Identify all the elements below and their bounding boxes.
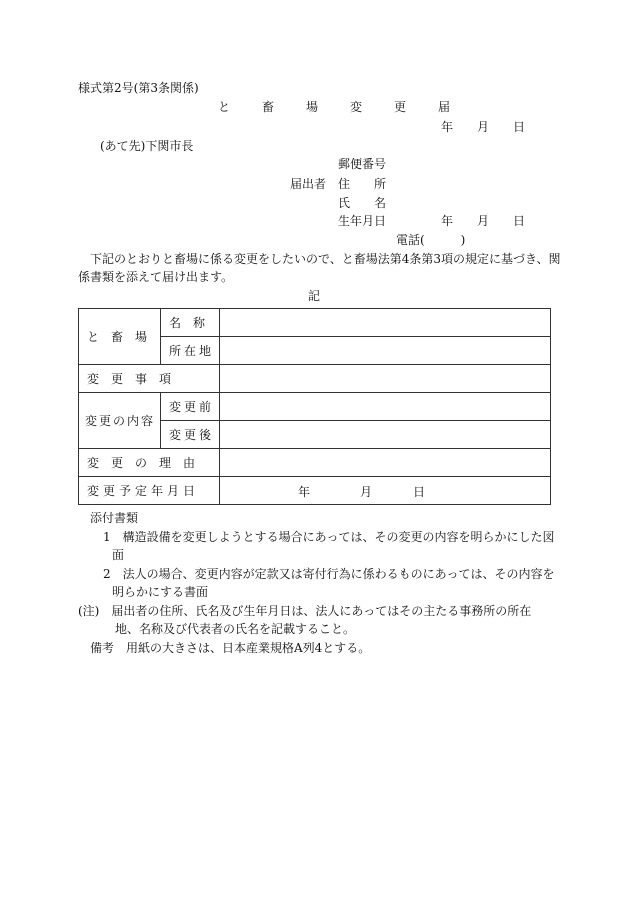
note-line-2: 地、名称及び代表者の氏名を記載すること。 (115, 622, 356, 636)
slaughterhouse-label: と 畜 場 (87, 330, 148, 344)
scheduled-month-label: 月 (360, 485, 373, 499)
location-header-cell (161, 337, 220, 365)
attachment-item-1-line-2: 面 (112, 548, 125, 562)
ki-heading: 記 (308, 289, 321, 303)
form-number: 様式第2号(第3条関係) (78, 81, 199, 95)
scheduled-year-label: 年 (298, 485, 311, 499)
change-reason-label: 変 更 の 理 由 (87, 456, 196, 470)
phone-label: 電話( ) (396, 233, 466, 247)
change-content-cell (79, 393, 161, 449)
attachment-item-1-line-1: 1 構造設備を変更しようとする場合にあっては、その変更の内容を明らかにした図 (103, 530, 555, 544)
note-line-1: (注) 届出者の住所、氏名及び生年月日は、法人にあってはその主たる事務所の所在 (78, 604, 532, 618)
before-change-label: 変更前 (169, 400, 215, 414)
document-title: と 畜 場 変 更 届 (218, 100, 461, 114)
submission-date: 年 月 日 (441, 120, 526, 134)
slaughterhouse-cell (79, 309, 161, 365)
change-content-label: 変更の内容 (85, 414, 156, 428)
birth-date-label: 生年月日 (338, 214, 387, 228)
intro-text-line-1: 下記のとおりと畜場に係る変更をしたいので、と畜場法第4条第3項の規定に基づき、関 (90, 252, 561, 266)
facility-location-value[interactable] (220, 337, 551, 365)
name-header-cell (161, 309, 220, 337)
reason-header (79, 449, 220, 477)
facility-name-value[interactable] (220, 309, 551, 337)
attachments-heading: 添付書類 (90, 511, 139, 525)
change-details-table (78, 308, 551, 505)
before-header-cell (161, 393, 220, 421)
before-change-value[interactable] (220, 393, 551, 421)
scheduled-date-label: 変更予定年月日 (87, 484, 200, 498)
change-matter-header (79, 365, 220, 393)
postal-code-label: 郵便番号 (338, 157, 387, 171)
change-reason-value[interactable] (220, 449, 551, 477)
after-header-cell (161, 421, 220, 449)
address-label: 住 所 (338, 177, 387, 191)
change-matter-label: 変 更 事 項 (87, 372, 172, 386)
after-change-label: 変更後 (169, 428, 215, 442)
facility-location-label: 所在地 (169, 344, 215, 358)
name-label: 氏 名 (338, 196, 387, 210)
change-matter-value[interactable] (220, 365, 551, 393)
facility-name-label: 名 称 (169, 316, 206, 330)
scheduled-date-header (79, 477, 220, 505)
attachment-item-2-line-1: 2 法人の場合、変更内容が定款又は寄付行為に係わるものにあっては、その内容を (103, 567, 555, 581)
attachment-item-2-line-2: 明らかにする書面 (112, 585, 209, 599)
after-change-value[interactable] (220, 421, 551, 449)
scheduled-date-value[interactable] (220, 477, 551, 505)
scheduled-day-label: 日 (413, 485, 426, 499)
remark: 備考 用紙の大きさは、日本産業規格A列4とする。 (90, 641, 371, 655)
birth-date-value: 年 月 日 (441, 214, 526, 228)
addressee: (あて先)下関市長 (100, 139, 194, 153)
applicant-role-label: 届出者 (290, 177, 327, 191)
intro-text-line-2: 係書類を添えて届け出ます。 (78, 270, 234, 284)
